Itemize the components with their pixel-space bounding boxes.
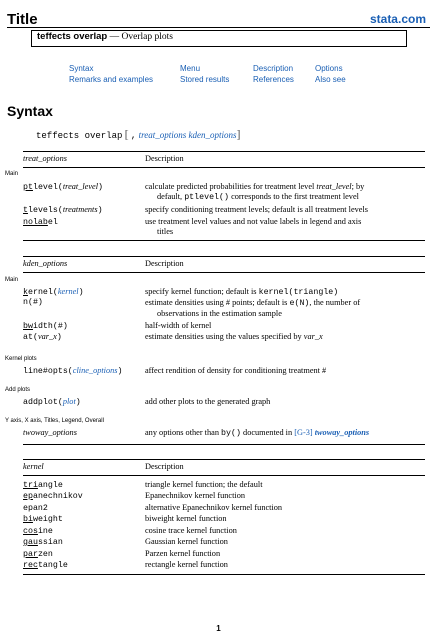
option-twoway-options: twoway_options (23, 428, 77, 437)
syntax-kden-options-link[interactable]: kden_options (188, 130, 237, 140)
table-rule (23, 459, 425, 460)
kernel-biweight-description: biweight kernel function (145, 514, 227, 523)
option-tlevels-description: specify conditioning treatment levels; default is all treatment levels (145, 205, 369, 214)
option-bwidth: bwidth(#) (23, 322, 68, 331)
table-rule (23, 475, 425, 476)
kernel-cosine: cosine (23, 527, 53, 536)
nav-options[interactable]: Options (315, 64, 343, 73)
table-header-option: treat_options (23, 154, 67, 163)
option-kernel-description: specify kernel function; default is kernel(triangle) (145, 287, 339, 297)
kernel-rectangle: rectangle (23, 561, 68, 570)
table-rule (23, 240, 425, 241)
option-nolabel: nolabel (23, 218, 58, 227)
option-n-description: estimate densities using # points; default is e(N), the number of observations in the estimation sample (145, 298, 361, 318)
option-lineopts-description: affect rendition of density for conditioning treatment # (145, 366, 327, 375)
header-rule (7, 27, 430, 28)
table-rule (23, 444, 425, 445)
syntax-line (36, 127, 241, 142)
group-label-main: Main (5, 171, 19, 177)
syntax-open-bracket: [ (124, 127, 129, 141)
nav-references[interactable]: References (253, 75, 294, 84)
kernel-triangle: triangle (23, 481, 63, 490)
group-label-add-plots: Add plots (5, 387, 31, 393)
site-link[interactable]: stata.com (369, 12, 426, 26)
group-label-main: Main (5, 277, 19, 283)
option-ptlevel: ptlevel(treat_level) (23, 182, 103, 192)
kernel-epan2: epan2 (23, 504, 48, 513)
nav-menu[interactable]: Menu (180, 64, 201, 73)
command-title (37, 31, 173, 42)
kernel-epanechnikov: epanechnikov (23, 492, 83, 501)
nav-syntax[interactable]: Syntax (69, 64, 94, 73)
table-header-description: Description (145, 259, 184, 268)
title-dash: — (107, 32, 122, 42)
group-label-yaxis-xaxis: Y axis, X axis, Titles, Legend, Overall (5, 418, 104, 424)
option-tlevels: tlevels(treatments) (23, 205, 103, 215)
twoway-options-link[interactable]: twoway_options (314, 428, 370, 437)
command-name: teffects overlap (37, 31, 108, 42)
table-header-description: Description (145, 154, 184, 163)
group-label-kernel-plots: Kernel plots (5, 356, 37, 362)
page-title: Title (7, 11, 38, 28)
option-addplot-description: add other plots to the generated graph (145, 397, 271, 406)
kernel-gaussian-description: Gaussian kernel function (145, 537, 228, 546)
kernel-cosine-description: cosine trace kernel function (145, 526, 237, 535)
option-addplot: addplot(plot) (23, 397, 81, 407)
kernel-parzen: parzen (23, 550, 53, 559)
kernel-epan2-description: alternative Epanechnikov kernel function (145, 503, 283, 512)
table-rule (23, 574, 425, 575)
kernel-epanechnikov-description: Epanechnikov kernel function (145, 491, 245, 500)
section-heading-syntax: Syntax (7, 103, 53, 119)
syntax-command: teffects overlap (36, 131, 123, 141)
kernel-triangle-description: triangle kernel function; the default (145, 480, 263, 489)
nav-stored-results[interactable]: Stored results (180, 75, 230, 84)
table-rule (23, 256, 425, 257)
table-rule (23, 151, 425, 152)
table-rule (23, 272, 425, 273)
option-nolabel-description: use treatment level values and not value labels in legend and axis titles (145, 217, 362, 236)
option-ptlevel-description: calculate predicted probabilities for treatment level treat_level; by default, ptlevel() corresponds to the first treatment level (145, 182, 365, 202)
option-kernel: kernel(kernel) (23, 287, 84, 297)
option-at: at(var_x) (23, 332, 62, 342)
nav-also-see[interactable]: Also see (315, 75, 346, 84)
nav-description[interactable]: Description (253, 64, 294, 73)
option-n: n(#) (23, 298, 43, 307)
command-description: Overlap plots (121, 32, 173, 42)
kernel-gaussian: gaussian (23, 538, 63, 547)
table-rule (23, 167, 425, 168)
option-twoway-description: any options other than by() documented in [G-3] twoway_options (145, 428, 370, 438)
syntax-treat-options-link[interactable]: treat_options (138, 130, 187, 140)
kernel-rectangle-description: rectangle kernel function (145, 560, 228, 569)
syntax-close-bracket: ] (236, 127, 241, 141)
option-bwidth-description: half-width of kernel (145, 321, 212, 330)
page-number: 1 (216, 624, 221, 633)
table-header-description: Description (145, 462, 184, 471)
syntax-comma: , (130, 131, 137, 141)
nav-remarks-examples[interactable]: Remarks and examples (69, 75, 154, 84)
option-at-description: estimate densities using the values specified by var_x (145, 332, 323, 341)
kernel-parzen-description: Parzen kernel function (145, 549, 221, 558)
option-lineopts: line#opts(cline_options) (23, 366, 123, 376)
table-header-kernel: kernel (23, 462, 44, 471)
table-header-option: kden_options (23, 259, 68, 268)
manual-ref-link[interactable]: [G-3] (294, 428, 313, 437)
kernel-biweight: biweight (23, 515, 63, 524)
